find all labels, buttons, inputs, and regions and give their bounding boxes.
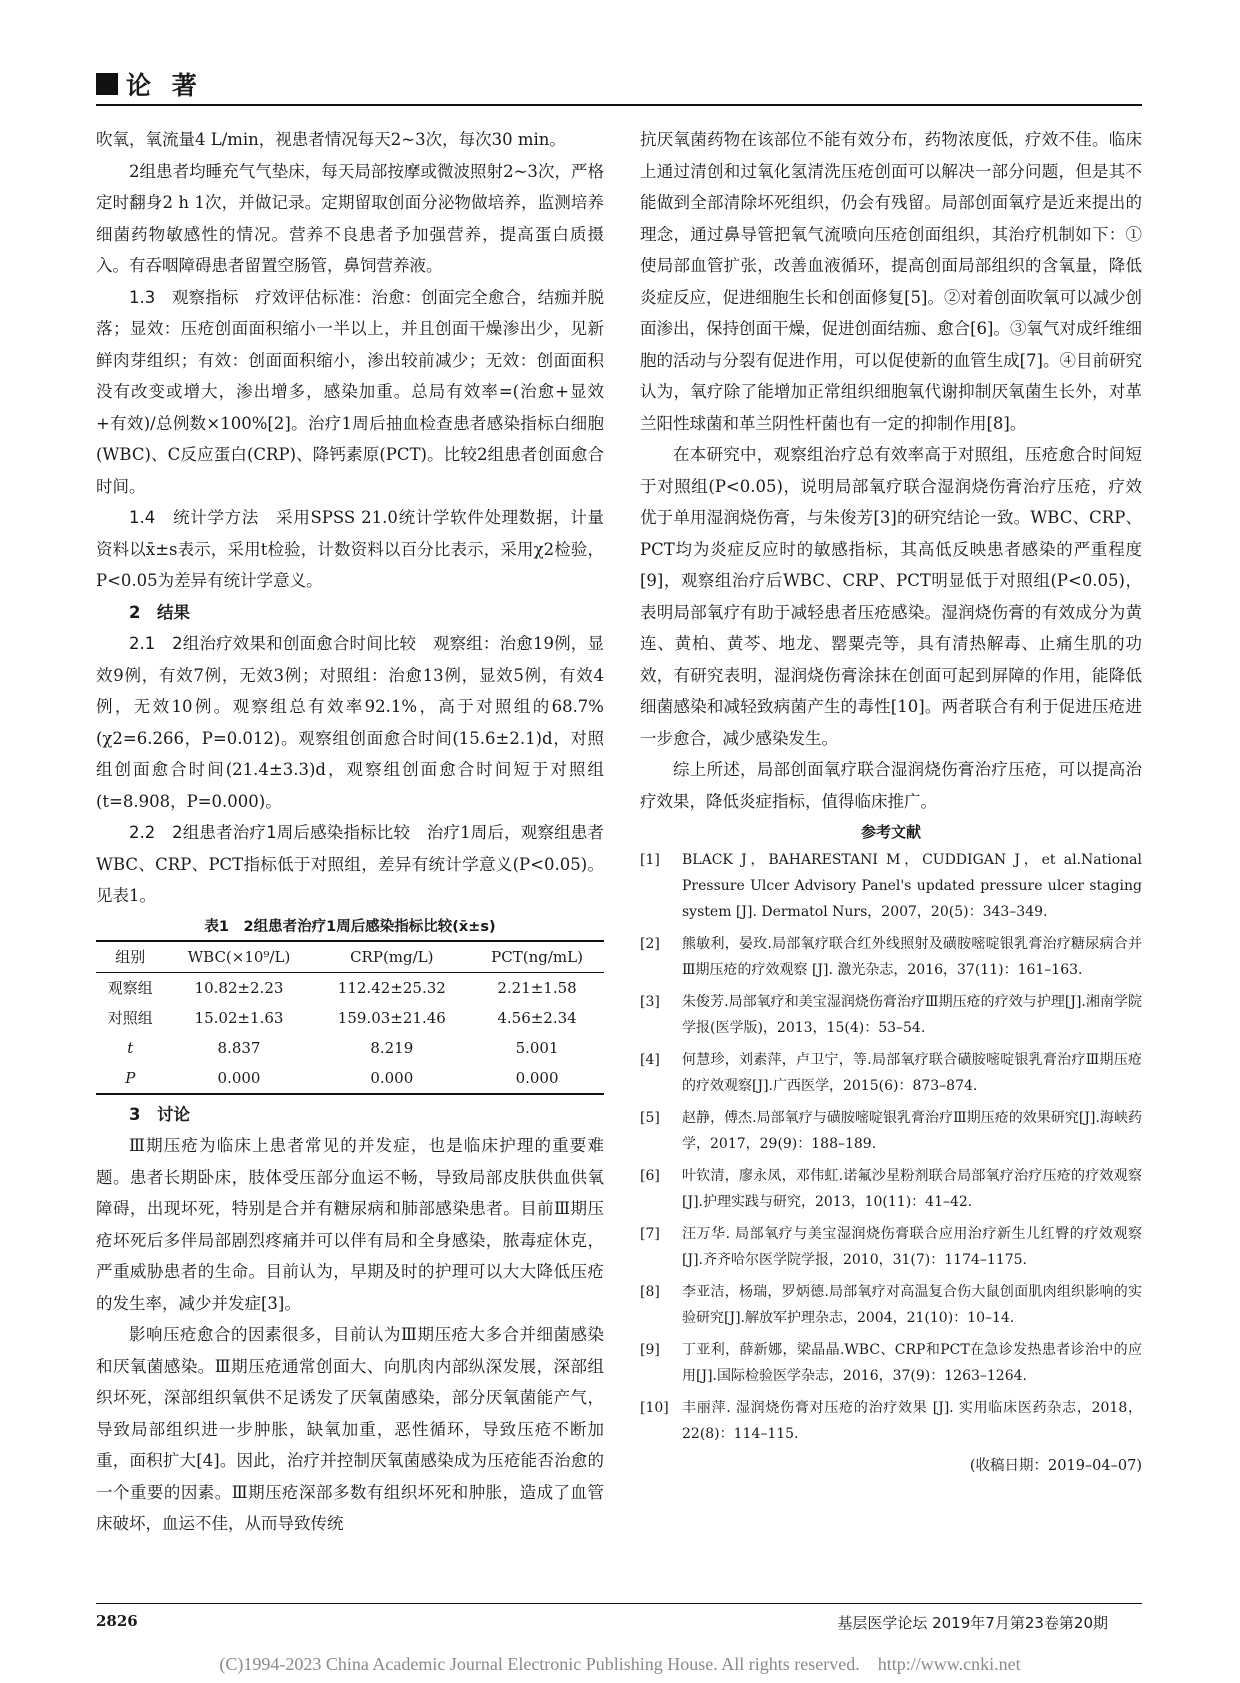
reference-number: [2]	[640, 936, 660, 952]
copyright-notice: (C)1994-2023 China Academic Journal Electronic Publishing House. All rights reserved. http://www.cnki.net	[219, 1654, 1021, 1674]
paragraph	[96, 502, 604, 597]
reference-text: 丁亚利，薛新娜，梁晶晶.WBC、CRP和PCT在急诊发热患者诊治中的应用[J].国际检验医学杂志，2016，37(9)：1263–1264.	[682, 1342, 1142, 1384]
section-heading: 2 结果	[129, 602, 190, 622]
reference-item	[640, 989, 1142, 1041]
table-cell: 159.03±21.46	[337, 1008, 446, 1027]
reference-number: [10]	[640, 1400, 669, 1416]
table-cell: 112.42±25.32	[337, 978, 446, 997]
reference-item	[640, 847, 1142, 925]
section-heading: 3 讨论	[129, 1104, 190, 1124]
table-cell: 0.000	[515, 1068, 559, 1087]
paragraph: 在本研究中，观察组治疗总有效率高于对照组，压疮愈合时间短于对照组(P<0.05)，说明局部氧疗联合湿润烧伤膏治疗压疮，疗效优于单用湿润烧伤膏，与朱俊芳[3]的研究结论一致。WBC、CRP、PCT均为炎症反应时的敏感指标，其高低反映患者感染的严重程度[9]，观察组治疗后WBC、CRP、PCT明显低于对照组(P<0.05)，表明局部氧疗有助于减轻患者压疮感染。湿润烧伤膏的有效成分为黄连、黄柏、黄芩、地龙、罂粟壳等，具有清热解毒、止痛生肌的功效，有研究表明，湿润烧伤膏涂抹在创面可起到屏障的作用，能降低细菌感染和减轻致病菌产生的毒性[10]。两者联合有利于促进压疮进一步愈合，减少感染发生。	[640, 445, 1142, 748]
table-header-cell: WBC(×10⁹/L)	[187, 947, 291, 966]
reference-text: 赵静，傅杰.局部氧疗与磺胺嘧啶银乳膏治疗Ⅲ期压疮的效果研究[J].海峡药学，2017，29(9)：188–189.	[682, 1110, 1142, 1152]
reference-text: BLACK J，BAHARESTANI M，CUDDIGAN J，et al.National Pressure Ulcer Advisory Panel's updated pressure ulcer staging system [J]. Dermatol Nurs，2007，20(5)：343–349.	[682, 852, 1142, 920]
reference-item	[640, 1163, 1142, 1215]
table-cell: 15.02±1.63	[194, 1008, 284, 1027]
table-cell: 5.001	[515, 1038, 559, 1057]
reference-number: [6]	[640, 1168, 660, 1184]
paragraph: 抗厌氧菌药物在该部位不能有效分布，药物浓度低，疗效不佳。临床上通过清创和过氧化氢清洗压疮创面可以解决一部分问题，但是其不能做到全部清除坏死组织，仍会有残留。局部创面氧疗是近来提出的理念，通过鼻导管把氧气流喷向压疮创面组织，其治疗机制如下：①使局部血管扩张，改善血液循环，提高创面局部组织的含氧量，降低炎症反应，促进细胞生长和创面修复[5]。②对着创面吹氧可以减少创面渗出，保持创面干燥，促进创面结痂、愈合[6]。③氧气对成纤维细胞的活动与分裂有促进作用，可以促使新的血管生成[7]。④目前研究认为，氧疗除了能增加正常组织细胞氧代谢抑制厌氧菌生长外，对革兰阳性球菌和革兰阴性杆菌也有一定的抑制作用[8]。	[640, 130, 1142, 433]
paragraph-text: 治疗1周后，观察组患者WBC、CRP、PCT指标低于对照组，差异有统计学意义(P<0.05)。见表1。	[96, 823, 604, 905]
reference-text: 丰丽萍. 湿润烧伤膏对压疮的治疗效果 [J]. 实用临床医药杂志，2018，22(8)：114–115.	[682, 1400, 1142, 1442]
table-cell: P	[125, 1068, 136, 1087]
paragraph	[96, 817, 604, 912]
subsection-title: 2.1 2组治疗效果和创面愈合时间比较	[129, 634, 433, 653]
header-square-icon	[96, 73, 118, 95]
table-cell: t	[127, 1038, 134, 1057]
paragraph-text: 采用SPSS 21.0统计学软件处理数据，计量资料以x̄±s表示，采用t检验，计数资料以百分比表示，采用χ2检验，P<0.05为差异有统计学意义。	[96, 508, 604, 590]
journal-info: 基层医学论坛 2019年7月第23卷第20期	[837, 1614, 1108, 1632]
table-row	[96, 1003, 604, 1033]
reference-text: 汪万华. 局部氧疗与美宝湿润烧伤膏联合应用治疗新生儿红臀的疗效观察[J].齐齐哈尔医学院学报，2010，31(7)：1174–1175.	[682, 1226, 1142, 1268]
table-row	[96, 1033, 604, 1063]
paragraph: 吹氧，氧流量4 L/min，视患者情况每天2~3次，每次30 min。	[96, 130, 566, 149]
table-caption: 表1 2组患者治疗1周后感染指标比较(x̄±s)	[204, 918, 496, 935]
table-row	[96, 972, 604, 1003]
page-number: 2826	[96, 1612, 138, 1630]
reference-item	[640, 1337, 1142, 1389]
reference-text: 李亚洁，杨瑞，罗炳德.局部氧疗对高温复合伤大鼠创面肌肉组织影响的实验研究[J].解放军护理杂志，2004，21(10)：10–14.	[682, 1284, 1142, 1326]
paragraph-text: 观察组：治愈19例，显效9例，有效7例，无效3例；对照组：治愈13例，显效5例，有效4例，无效10例。观察组总有效率92.1%，高于对照组的68.7%(χ2=6.266，P=0.012)。观察组创面愈合时间(15.6±2.1)d，对照组创面愈合时间(21.4±3.3)d，观察组创面愈合时间短于对照组(t=8.908，P=0.000)。	[96, 634, 604, 811]
reference-text: 朱俊芳.局部氧疗和美宝湿润烧伤膏治疗Ⅲ期压疮的疗效与护理[J].湘南学院学报(医学版)，2013，15(4)：53–54.	[682, 994, 1142, 1036]
reference-number: [9]	[640, 1342, 660, 1358]
table-cell: 2.21±1.58	[497, 978, 577, 997]
table-row	[96, 1063, 604, 1094]
table-cell: 观察组	[107, 978, 153, 997]
reference-number: [5]	[640, 1110, 660, 1126]
left-column	[96, 124, 604, 1540]
table-header-cell: CRP(mg/L)	[350, 947, 434, 966]
reference-number: [1]	[640, 852, 660, 868]
table-cell: 8.219	[370, 1038, 414, 1057]
reference-list	[640, 847, 1142, 1447]
reference-text: 叶钦清，廖永凤，邓伟虹.诺氟沙星粉剂联合局部氧疗治疗压疮的疗效观察[J].护理实践与研究，2013，10(11)：41–42.	[682, 1168, 1142, 1210]
reference-item	[640, 931, 1142, 983]
table-header-cell: 组别	[115, 947, 146, 966]
reference-item	[640, 1047, 1142, 1099]
reference-item	[640, 1221, 1142, 1273]
reference-number: [7]	[640, 1226, 660, 1242]
reference-number: [3]	[640, 994, 660, 1010]
subsection-title: 1.3 观察指标	[129, 287, 256, 307]
table-cell: 0.000	[370, 1068, 414, 1087]
paragraph: 2组患者均睡充气气垫床，每天局部按摩或微波照射2~3次，严格定时翻身2 h 1次，并做记录。定期留取创面分泌物做培养，监测培养细菌药物敏感性的情况。营养不良患者予加强营养，提高蛋白质摄入。有吞咽障碍患者留置空肠管，鼻饲营养液。	[96, 161, 604, 275]
page-header	[96, 66, 203, 102]
subsection-title: 2.2 2组患者治疗1周后感染指标比较	[129, 823, 427, 842]
references-title: 参考文献	[860, 823, 921, 841]
paragraph: Ⅲ期压疮为临床上患者常见的并发症，也是临床护理的重要难题。患者长期卧床，肢体受压部分血运不畅，导致局部皮肤供血供氧障碍，出现坏死，特别是合并有糖尿病和肺部感染患者。目前Ⅲ期压疮坏死后多伴局部剧烈疼痛并可以伴有局和全身感染，脓毒症休克，严重威胁患者的生命。目前认为，早期及时的护理可以大大降低压疮的发生率，减少并发症[3]。	[96, 1136, 604, 1313]
reference-number: [4]	[640, 1052, 660, 1068]
table-cell: 0.000	[217, 1068, 261, 1087]
reference-item	[640, 1279, 1142, 1331]
footer-rule	[96, 1603, 1142, 1604]
table-header-cell: PCT(ng/mL)	[491, 947, 583, 966]
table-cell: 对照组	[107, 1008, 153, 1027]
reference-item	[640, 1105, 1142, 1157]
paragraph	[96, 282, 604, 503]
table-cell: 8.837	[217, 1038, 261, 1057]
section-label: 论 著	[126, 71, 203, 100]
table-cell: 10.82±2.23	[194, 978, 284, 997]
right-column	[640, 124, 1142, 1479]
header-rule	[96, 104, 1142, 106]
table-header-row	[96, 941, 604, 973]
results-table	[96, 940, 604, 1095]
reference-text: 熊敏利，晏玫.局部氧疗联合红外线照射及磺胺嘧啶银乳膏治疗糖尿病合并Ⅲ期压疮的疗效观察 [J]. 激光杂志，2016，37(11)：161–163.	[682, 936, 1142, 978]
reference-number: [8]	[640, 1284, 660, 1300]
paragraph: 综上所述，局部创面氧疗联合湿润烧伤膏治疗压疮，可以提高治疗效果，降低炎症指标，值得临床推广。	[640, 760, 1142, 811]
received-date: (收稿日期：2019–04–07)	[969, 1458, 1142, 1474]
paragraph	[96, 628, 604, 817]
table-cell: 4.56±2.34	[497, 1008, 577, 1027]
paragraph: 影响压疮愈合的因素很多，目前认为Ⅲ期压疮大多合并细菌感染和厌氧菌感染。Ⅲ期压疮通常创面大、向肌肉内部纵深发展，深部组织坏死，深部组织氧供不足诱发了厌氧菌感染，部分厌氧菌能产气，导致局部组织进一步肿胀，缺氧加重，恶性循环，导致压疮不断加重，面积扩大[4]。因此，治疗并控制厌氧菌感染成为压疮能否治愈的一个重要的因素。Ⅲ期压疮深部多数有组织坏死和肿胀，造成了血管床破坏，血运不佳，从而导致传统	[96, 1325, 604, 1533]
subsection-title: 1.4 统计学方法	[129, 508, 277, 527]
reference-text: 何慧珍，刘素萍，卢卫宁，等.局部氧疗联合磺胺嘧啶银乳膏治疗Ⅲ期压疮的疗效观察[J].广西医学，2015(6)：873–874.	[682, 1052, 1142, 1094]
paragraph-text: 疗效评估标准：治愈：创面完全愈合，结痂并脱落；显效：压疮创面面积缩小一半以上，并且创面干燥渗出少，见新鲜肉芽组织；有效：创面面积缩小，渗出较前减少；无效：创面面积没有改变或增大，渗出增多，感染加重。总局有效率=(治愈+显效+有效)/总例数×100%[2]。治疗1周后抽血检查患者感染指标白细胞(WBC)、C反应蛋白(CRP)、降钙素原(PCT)。比较2组患者创面愈合时间。	[96, 287, 605, 496]
reference-item	[640, 1395, 1142, 1447]
